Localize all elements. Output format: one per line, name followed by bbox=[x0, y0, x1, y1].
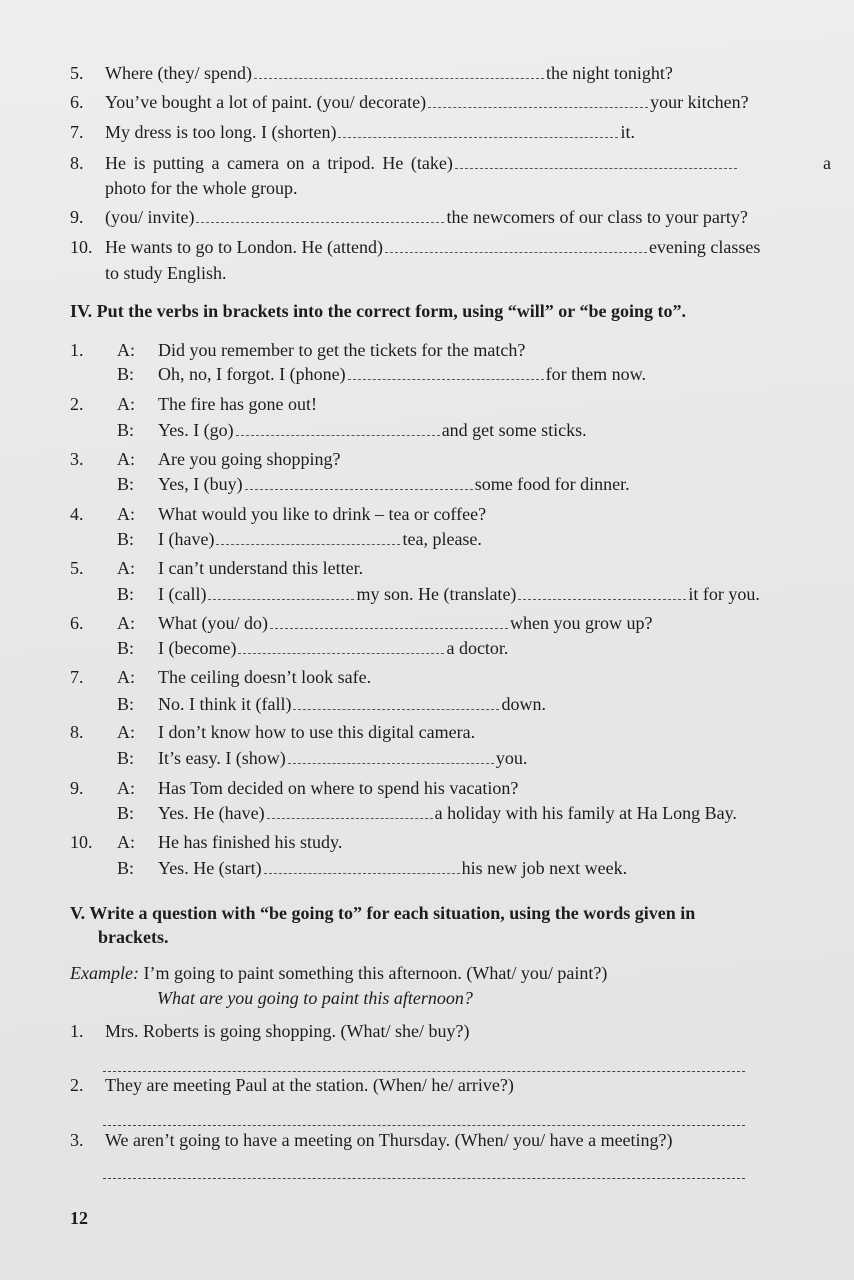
example-answer: What are you going to paint this afternoon? bbox=[157, 988, 473, 1008]
question-text: He is putting a camera on a tripod. He (take) bbox=[105, 152, 739, 174]
answer-blank[interactable] bbox=[216, 528, 400, 545]
answer-blank[interactable] bbox=[428, 91, 648, 108]
speaker-b: B: bbox=[117, 529, 135, 549]
item-number: 8. bbox=[70, 722, 84, 742]
answer-blank[interactable] bbox=[267, 802, 433, 819]
item-number: 3. bbox=[70, 449, 84, 469]
dialogue-b: Oh, no, I forgot. I (phone) for them now. bbox=[158, 364, 646, 384]
section-5-heading: V. Write a question with “be going to” for each situation, using the words given in bbox=[70, 903, 696, 923]
question-text: My dress is too long. I (shorten) it. bbox=[105, 122, 635, 142]
answer-line[interactable] bbox=[103, 1125, 745, 1126]
speaker-b: B: bbox=[117, 858, 135, 878]
item-number: 1. bbox=[70, 1021, 84, 1041]
speaker-b: B: bbox=[117, 420, 135, 440]
item-number: 3. bbox=[70, 1130, 84, 1150]
speaker-a: A: bbox=[117, 558, 135, 578]
dialogue-b: I (become) a doctor. bbox=[158, 638, 509, 658]
speaker-b: B: bbox=[117, 584, 135, 604]
speaker-a: A: bbox=[117, 340, 135, 360]
answer-blank[interactable] bbox=[245, 473, 473, 490]
dialogue-a: Did you remember to get the tickets for the match? bbox=[158, 340, 526, 360]
section-5-heading-cont: brackets. bbox=[98, 927, 169, 947]
speaker-a: A: bbox=[117, 778, 135, 798]
speaker-b: B: bbox=[117, 748, 135, 768]
dialogue-a: I don’t know how to use this digital camera. bbox=[158, 722, 476, 742]
item-number: 1. bbox=[70, 340, 84, 360]
answer-blank[interactable] bbox=[208, 583, 354, 600]
answer-blank[interactable] bbox=[338, 121, 618, 138]
dialogue-a: The ceiling doesn’t look safe. bbox=[158, 667, 372, 687]
example-line bbox=[70, 962, 607, 984]
dialogue-a: The fire has gone out! bbox=[158, 394, 317, 414]
speaker-a: A: bbox=[117, 613, 135, 633]
answer-blank[interactable] bbox=[236, 419, 440, 436]
situation-text: We aren’t going to have a meeting on Thursday. (When/ you/ have a meeting?) bbox=[105, 1130, 673, 1150]
question-text: (you/ invite) the newcomers of our class to your party? bbox=[105, 207, 748, 227]
dialogue-b: Yes, I (buy) some food for dinner. bbox=[158, 474, 630, 494]
dialogue-b: No. I think it (fall) down. bbox=[158, 694, 546, 714]
answer-blank[interactable] bbox=[518, 583, 686, 600]
question-text-cont: photo for the whole group. bbox=[105, 178, 298, 198]
answer-blank[interactable] bbox=[254, 62, 544, 79]
answer-blank[interactable] bbox=[196, 206, 444, 223]
answer-blank[interactable] bbox=[293, 693, 499, 710]
dialogue-b: I (call) my son. He (translate) it for you. bbox=[158, 584, 760, 604]
dialogue-a: Has Tom decided on where to spend his vacation? bbox=[158, 778, 519, 798]
item-number: 2. bbox=[70, 394, 84, 414]
speaker-b: B: bbox=[117, 803, 135, 823]
question-text-cont: to study English. bbox=[105, 263, 227, 283]
speaker-b: B: bbox=[117, 694, 135, 714]
answer-line[interactable] bbox=[103, 1071, 745, 1072]
answer-blank[interactable] bbox=[238, 637, 444, 654]
situation-text: They are meeting Paul at the station. (When/ he/ arrive?) bbox=[105, 1075, 514, 1095]
item-number: 8. bbox=[70, 153, 84, 173]
answer-blank[interactable] bbox=[264, 857, 460, 874]
section-4-heading: IV. Put the verbs in brackets into the correct form, using “will” or “be going to”. bbox=[70, 301, 686, 321]
question-text: You’ve bought a lot of paint. (you/ decorate) your kitchen? bbox=[105, 92, 749, 112]
speaker-a: A: bbox=[117, 667, 135, 687]
item-number: 6. bbox=[70, 613, 84, 633]
speaker-a: A: bbox=[117, 504, 135, 524]
dialogue-b: Yes. He (start) his new job next week. bbox=[158, 858, 628, 878]
speaker-a: A: bbox=[117, 832, 135, 852]
dialogue-a: I can’t understand this letter. bbox=[158, 558, 364, 578]
answer-line[interactable] bbox=[103, 1178, 745, 1179]
item-number: 9. bbox=[70, 207, 84, 227]
answer-blank[interactable] bbox=[385, 236, 647, 253]
dialogue-a: What (you/ do) when you grow up? bbox=[158, 613, 653, 633]
page-number: 12 bbox=[70, 1208, 88, 1228]
item-number: 2. bbox=[70, 1075, 84, 1095]
item-number: 5. bbox=[70, 558, 84, 578]
item-number: 7. bbox=[70, 122, 84, 142]
question-text: He wants to go to London. He (attend) evening classes bbox=[105, 237, 761, 257]
dialogue-b: It’s easy. I (show) you. bbox=[158, 748, 528, 768]
answer-blank[interactable] bbox=[270, 612, 508, 629]
dialogue-a: Are you going shopping? bbox=[158, 449, 341, 469]
dialogue-b: Yes. I (go) and get some sticks. bbox=[158, 420, 587, 440]
dialogue-b: Yes. He (have) a holiday with his family at Ha Long Bay. bbox=[158, 803, 737, 823]
item-number: 5. bbox=[70, 63, 84, 83]
item-number: 10. bbox=[70, 237, 93, 257]
example-label: Example: bbox=[70, 963, 139, 983]
item-number: 6. bbox=[70, 92, 84, 112]
example-text: I’m going to paint something this afternoon. (What/ you/ paint?) bbox=[143, 963, 608, 983]
speaker-a: A: bbox=[117, 394, 135, 414]
question-text: Where (they/ spend) the night tonight? bbox=[105, 63, 673, 83]
dialogue-b: I (have) tea, please. bbox=[158, 529, 482, 549]
speaker-b: B: bbox=[117, 364, 135, 384]
question-text-end: a bbox=[823, 153, 831, 173]
situation-text: Mrs. Roberts is going shopping. (What/ she/ buy?) bbox=[105, 1021, 470, 1041]
item-number: 10. bbox=[70, 832, 93, 852]
answer-blank[interactable] bbox=[288, 747, 494, 764]
dialogue-a: He has finished his study. bbox=[158, 832, 343, 852]
dialogue-a: What would you like to drink – tea or coffee? bbox=[158, 504, 487, 524]
item-number: 4. bbox=[70, 504, 84, 524]
speaker-b: B: bbox=[117, 474, 135, 494]
answer-blank[interactable] bbox=[348, 363, 544, 380]
answer-blank[interactable] bbox=[455, 152, 737, 169]
speaker-a: A: bbox=[117, 722, 135, 742]
item-number: 7. bbox=[70, 667, 84, 687]
speaker-a: A: bbox=[117, 449, 135, 469]
speaker-b: B: bbox=[117, 638, 135, 658]
item-number: 9. bbox=[70, 778, 84, 798]
